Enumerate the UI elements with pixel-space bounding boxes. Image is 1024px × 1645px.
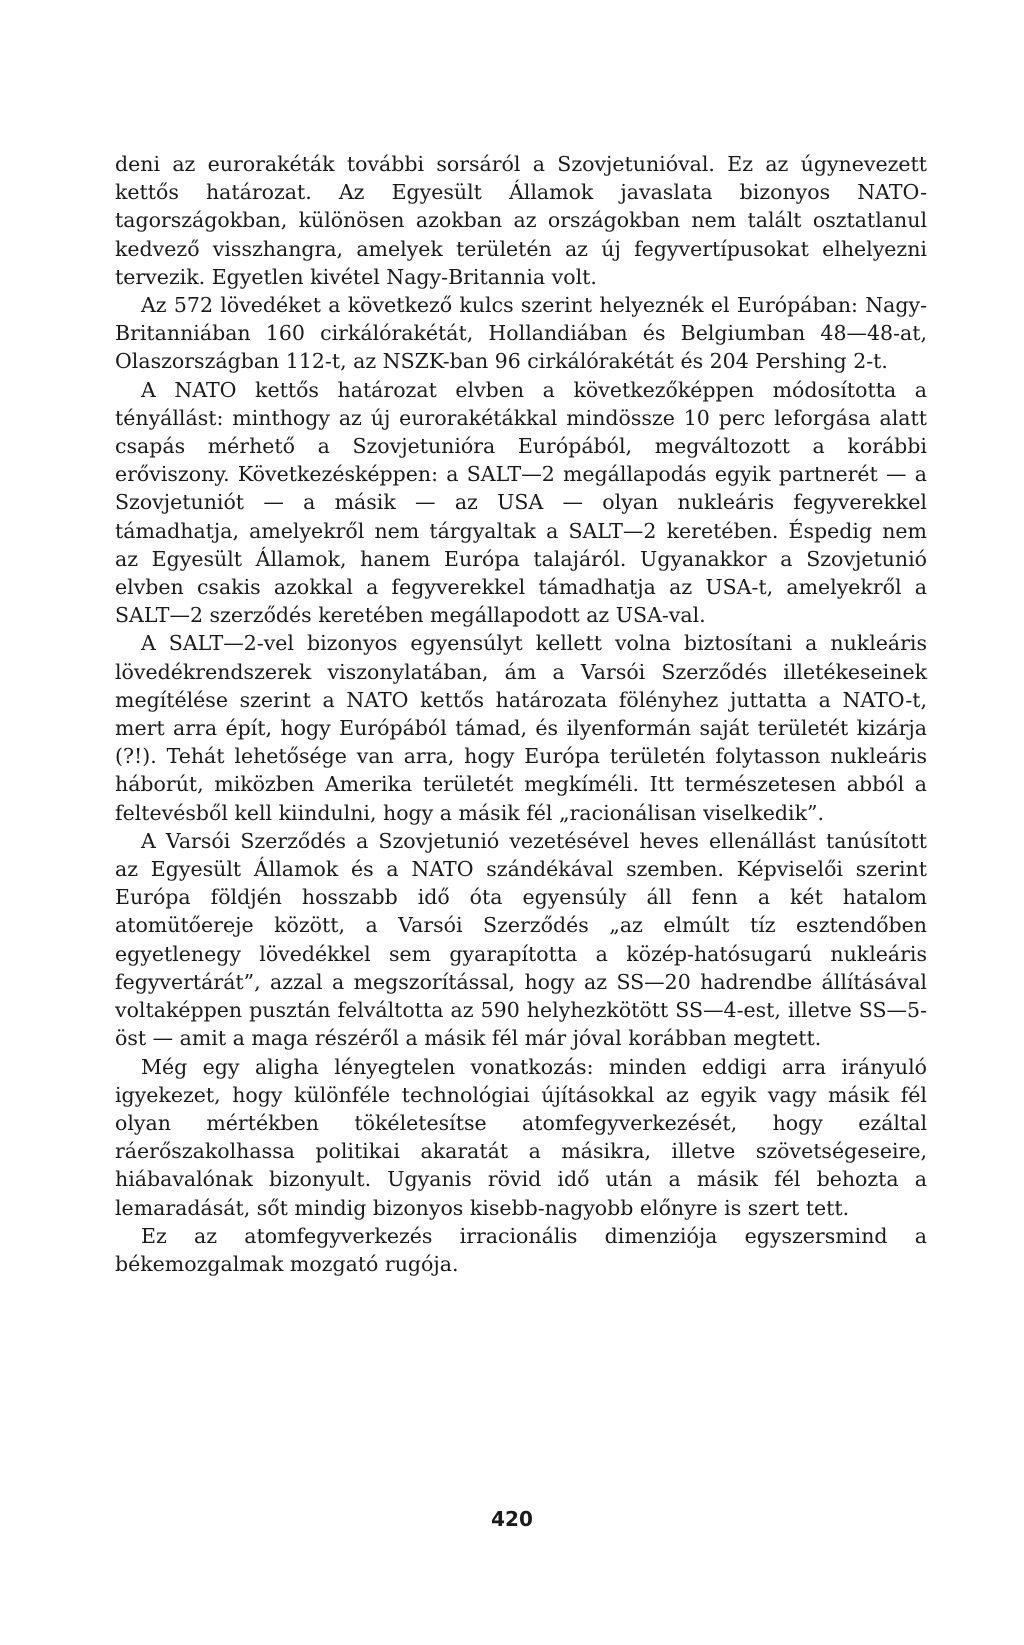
paragraph-3: A NATO kettős határozat elvben a következőképpen módosította a tényállást: minthogy az új eurorakétákkal mindössze 10 perc leforgása alatt csapás mérhető a Szovjetunióra Európából, megváltozott a korábbi erőviszony. Következésképpen: a SALT—2 megállapodás egyik partnerét — a Szovjetuniót — a másik — az USA — olyan nukleáris fegyverekkel támadhatja, amelyekről nem tárgyaltak a SALT—2 keretében. Éspedig nem az Egyesült Államok, hanem Európa talajáról. Ugyanakkor a Szovjetunió elvben csakis azokkal a fegyverekkel támadhatja az USA-t, amelyekről a SALT—2 szerződés keretében megállapodott az USA-val. [115,377,927,628]
body-text [115,150,927,1278]
paragraph-4: A SALT—2-vel bizonyos egyensúlyt kellett volna biztosítani a nukleáris lövedékrendszerek viszonylatában, ám a Varsói Szerződés illetékeseinek megítélése szerint a NATO kettős határozata fölényhez juttatta a NATO-t, mert arra épít, hogy Európából támad, és ilyenformán saját területét kizárja (?!). Tehát lehetősége van arra, hogy Európa területén folytasson nukleáris háborút, miközben Amerika területét megkíméli. Itt természetesen abból a feltevésből kell kiindulni, hogy a másik fél „racionálisan viselkedik”. [115,631,927,825]
paragraph-6: Még egy aligha lényegtelen vonatkozás: minden eddigi arra irányuló igyekezet, hogy különféle technológiai újításokkal az egyik vagy másik fél olyan mértékben tökéletesítse atomfegyverkezését, hogy ezáltal ráerőszakolhassa politikai akaratát a másikra, illetve szövetségeseire, hiábavalónak bizonyult. Ugyanis rövid idő után a másik fél behozta a lemaradását, sőt mindig bizonyos kisebb-nagyobb előnyre is szert tett. [115,1054,927,1220]
page-number: 420 [491,1507,533,1531]
paragraph-1: deni az eurorakéták további sorsáról a Szovjetunióval. Ez az úgynevezett kettős határozat. Az Egyesült Államok javaslata bizonyos NATO-tagországokban, különösen azokban az országokban nem talált osztatlanul kedvező visszhangra, amelyek területén az új fegyvertípusokat elhelyezni tervezik. Egyetlen kivétel Nagy-Britannia volt. [115,152,927,289]
paragraph-5: A Varsói Szerződés a Szovjetunió vezetésével heves ellenállást tanúsított az Egyesült Államok és a NATO szándékával szemben. Képviselői szerint Európa földjén hosszabb idő óta egyensúly áll fenn a két hatalom atomütőereje között, a Varsói Szerződés „az elmúlt tíz esztendőben egyetlenegy lövedékkel sem gyarapította a közép-hatósugarú nukleáris fegyvertárát”, azzal a megszorítással, hogy az SS—20 hadrendbe állításával voltaképpen pusztán felváltotta az 590 helyhezkötött SS—4-est, illetve SS—5-öst — amit a maga részéről a másik fél már jóval korábban megtett. [115,828,927,1051]
paragraph-7: Ez az atomfegyverkezés irracionális dimenziója egyszersmind a békemozgalmak mozgató rugója. [115,1223,927,1276]
paragraph-2: Az 572 lövedéket a következő kulcs szerint helyeznék el Európában: Nagy-Britanniában 160 cirkálórakétát, Hollandiában és Belgiumban 48—48-at, Olaszországban 112-t, az NSZK-ban 96 cirkálórakétát és 204 Pershing 2-t. [115,293,927,374]
